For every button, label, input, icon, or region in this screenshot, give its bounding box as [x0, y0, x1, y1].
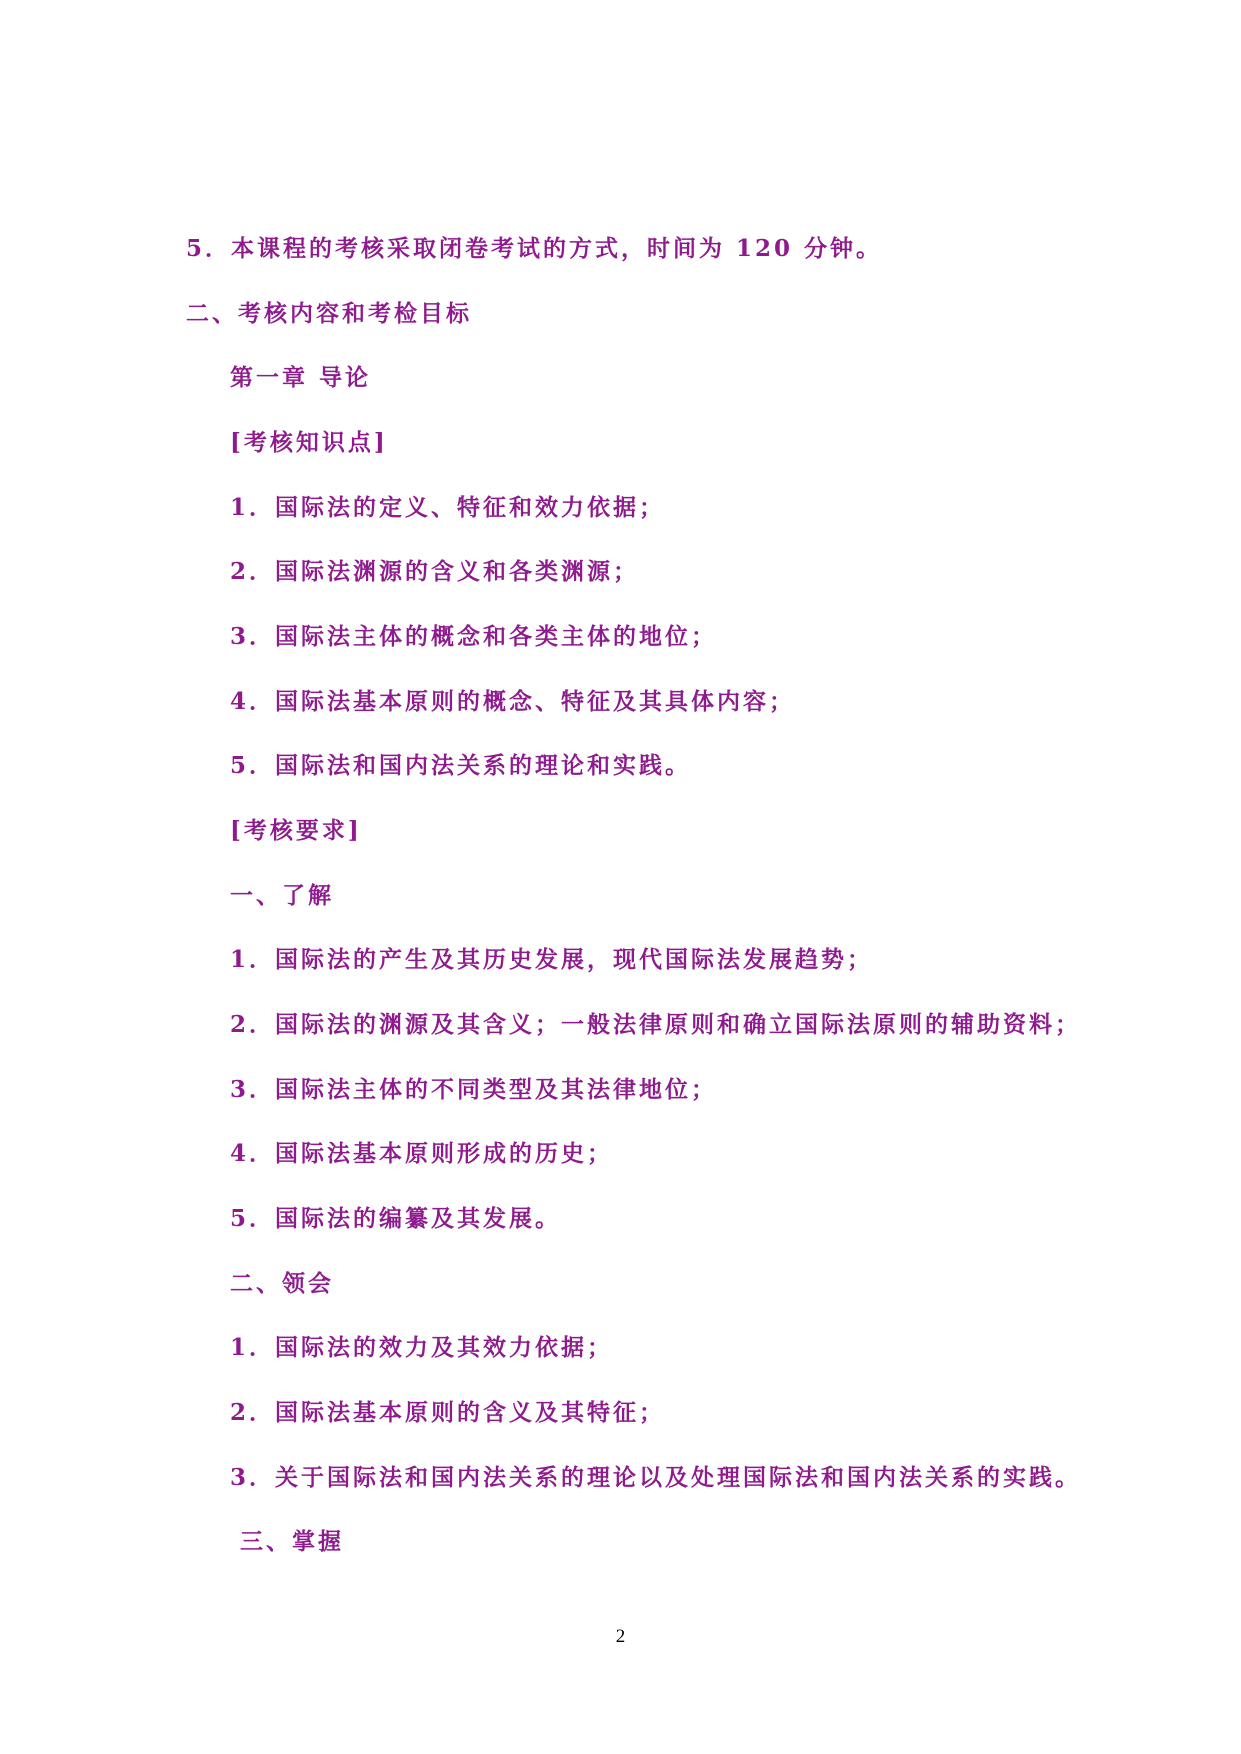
knowledge-point-item: 4．国际法基本原则的概念、特征及其具体内容； — [230, 688, 796, 715]
comprehend-heading: 二、领会 — [230, 1270, 334, 1297]
master-heading: 三、掌握 — [240, 1528, 344, 1555]
knowledge-point-item: 1．国际法的定义、特征和效力依据； — [230, 494, 666, 521]
page-number: 2 — [615, 1626, 626, 1647]
knowledge-points-heading: [考核知识点] — [230, 429, 388, 456]
understand-item: 3．国际法主体的不同类型及其法律地位； — [230, 1076, 718, 1103]
comprehend-item: 2．国际法基本原则的含义及其特征； — [230, 1399, 666, 1426]
understand-item: 5．国际法的编纂及其发展。 — [230, 1205, 562, 1232]
knowledge-point-item: 3．国际法主体的概念和各类主体的地位； — [230, 623, 718, 650]
understand-item: 1．国际法的产生及其历史发展，现代国际法发展趋势； — [230, 946, 874, 973]
knowledge-point-item: 2．国际法渊源的含义和各类渊源； — [230, 558, 640, 585]
knowledge-point-item: 5．国际法和国内法关系的理论和实践。 — [230, 752, 692, 779]
comprehend-item: 1．国际法的效力及其效力依据； — [230, 1334, 614, 1361]
understand-item: 2．国际法的渊源及其含义；一般法律原则和确立国际法原则的辅助资料； — [230, 1011, 1082, 1038]
requirements-heading: [考核要求] — [230, 817, 362, 844]
chapter-title: 第一章 导论 — [230, 364, 372, 391]
understand-item: 4．国际法基本原则形成的历史； — [230, 1140, 614, 1167]
exam-format-note: 5．本课程的考核采取闭卷考试的方式，时间为 120 分钟。 — [186, 235, 883, 262]
section-title: 二、考核内容和考检目标 — [186, 300, 472, 327]
understand-heading: 一、了解 — [230, 882, 334, 909]
comprehend-item: 3．关于国际法和国内法关系的理论以及处理国际法和国内法关系的实践。 — [230, 1464, 1082, 1491]
